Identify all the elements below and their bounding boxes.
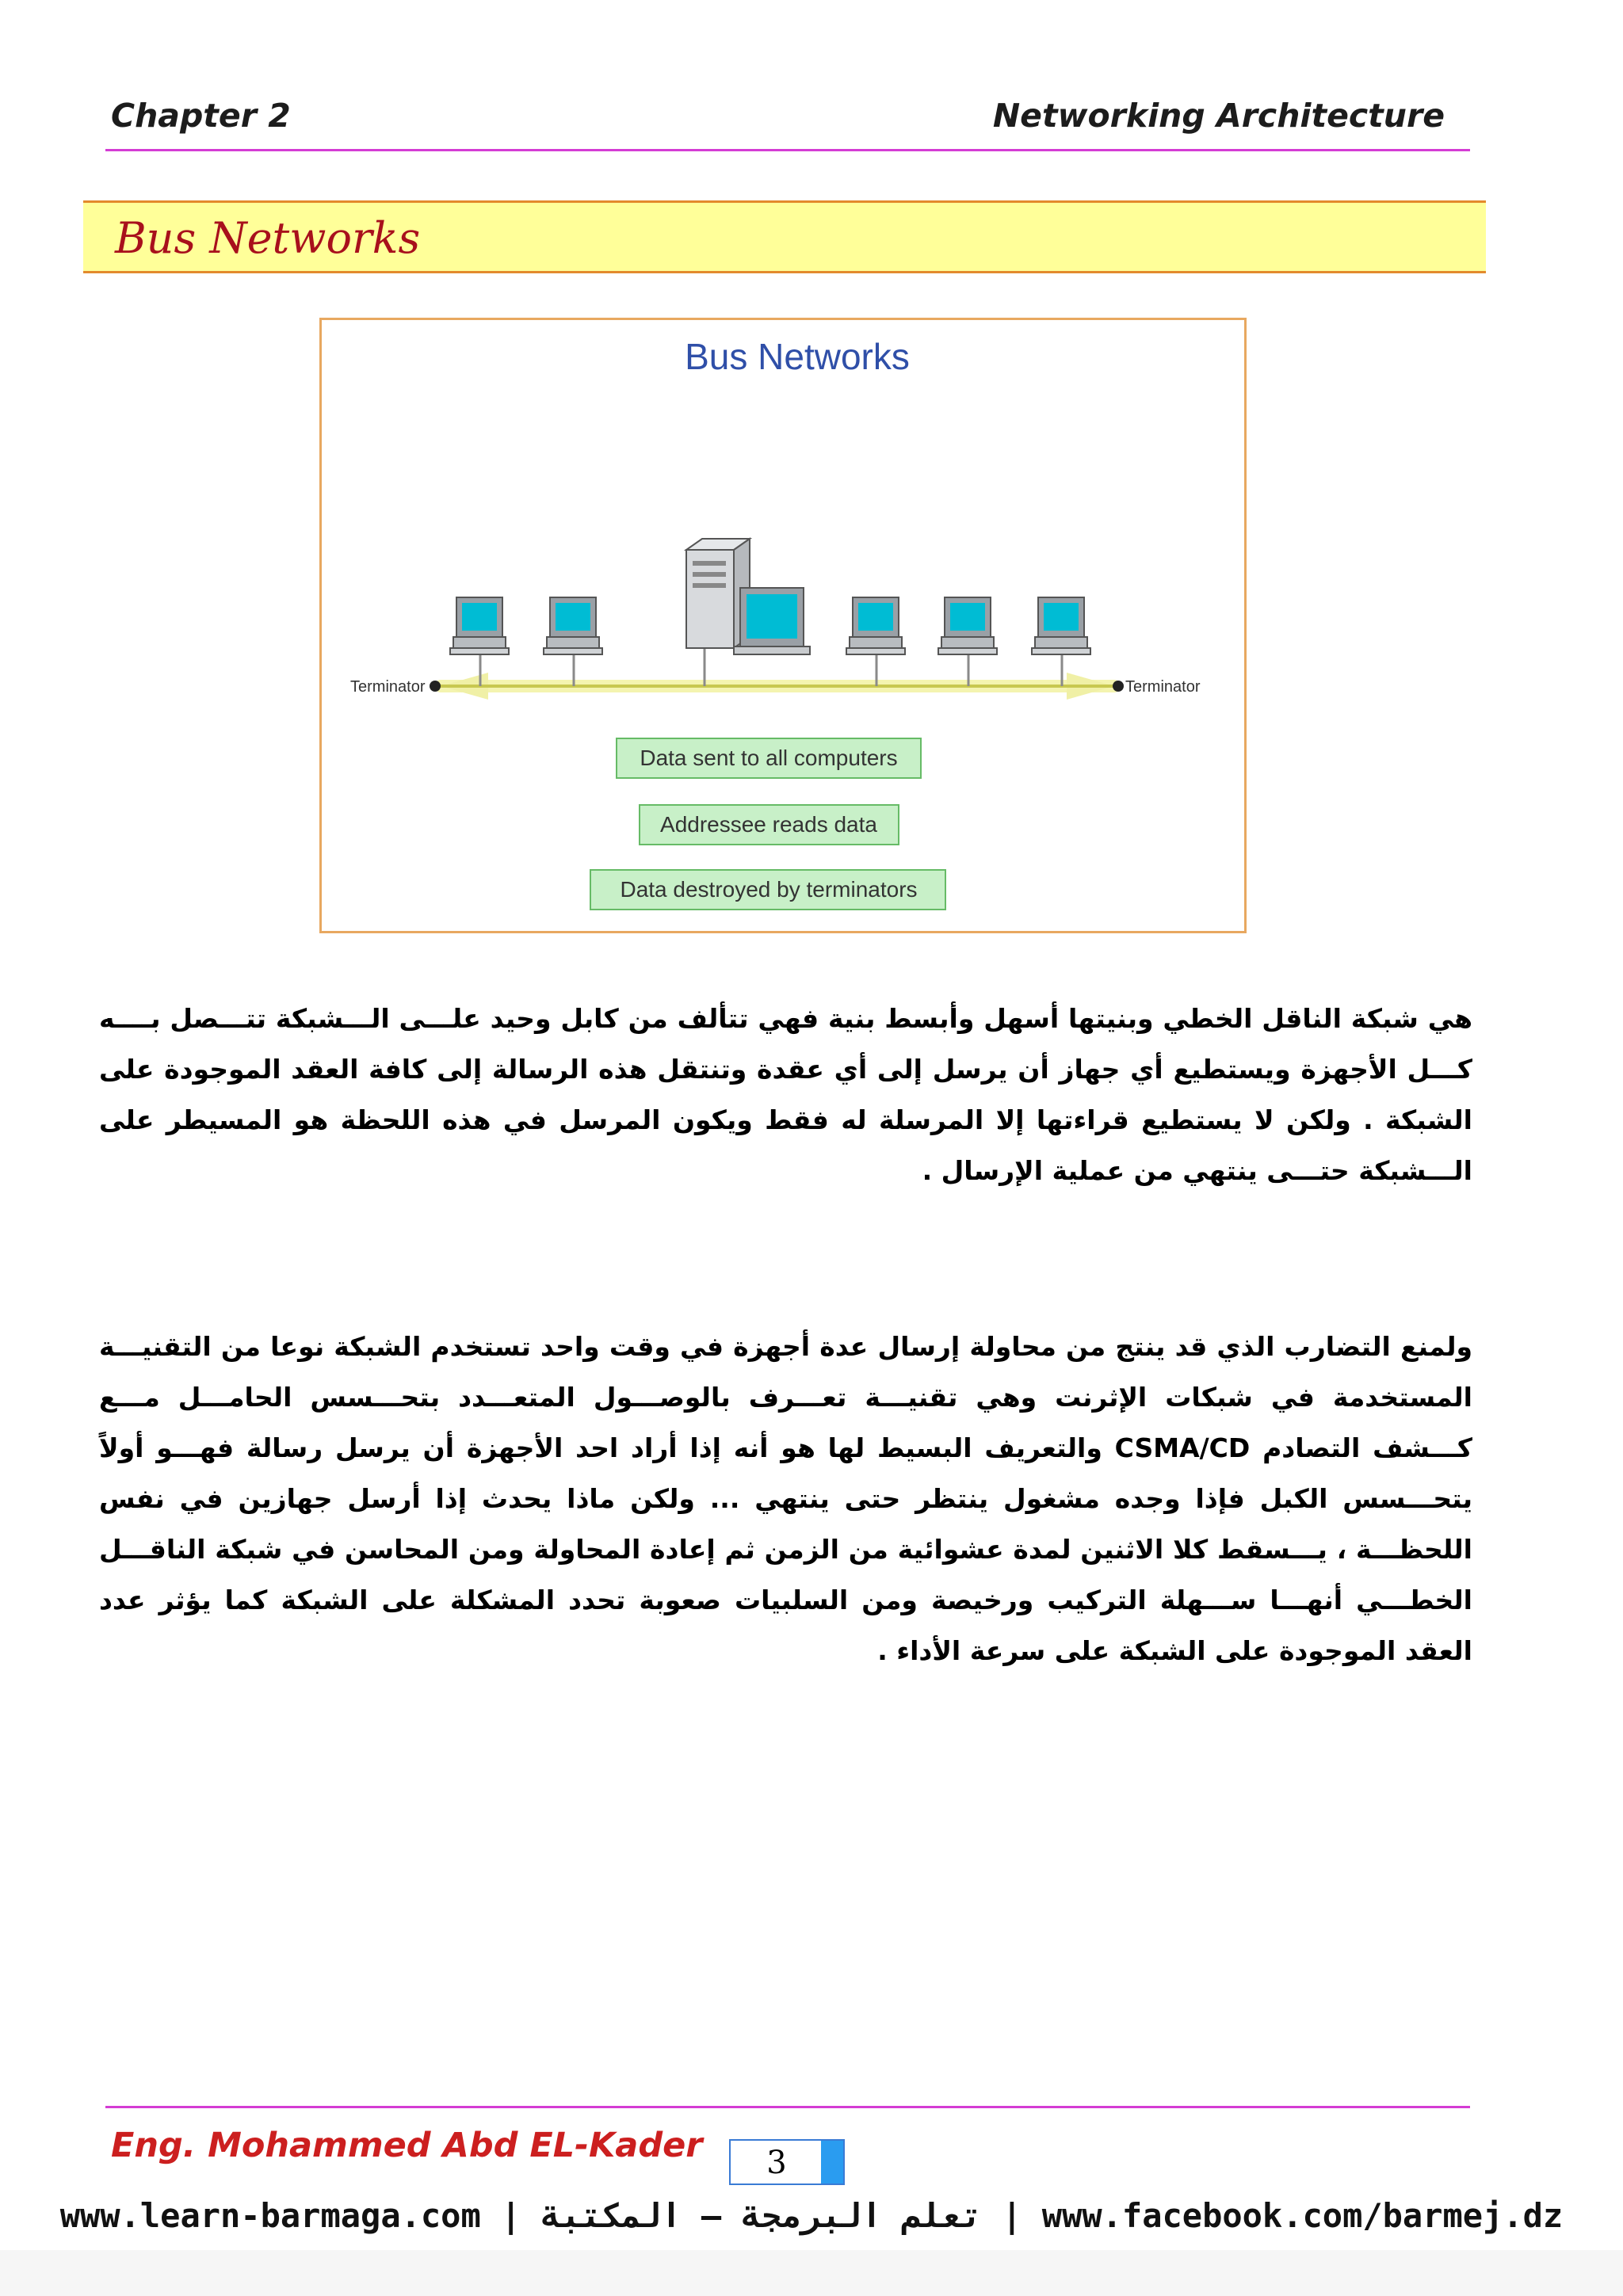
- section-banner: [83, 200, 1486, 273]
- terminator-right-label: Terminator: [1125, 678, 1201, 696]
- terminator-right-dot: [1113, 681, 1124, 692]
- page-number-box: [729, 2139, 845, 2185]
- server-icon: [686, 539, 810, 654]
- page-number-accent: [821, 2141, 843, 2183]
- header-divider: [105, 149, 1470, 151]
- step-text: Addressee reads data: [660, 812, 877, 837]
- workstation-icon: [544, 597, 602, 654]
- author-name: Eng. Mohammed Abd EL-Kader: [111, 2126, 703, 2165]
- terminator-left-label: Terminator: [350, 678, 426, 696]
- paragraph: ولمنع التضارب الذي قد ينتج من محاولة إرسال عدة أجهزة في وقت واحد تستخدم الشبكة نوعا من التقنيـــة المستخدمة في شبكات الإثرنت وهي تقنيـــة تعـــرف بالوصـــول المتعـــدد بتحـــسس الحامـــل مـــع كـــشف التصادم CSMA/CD والتعريف البسيط لها هو أنه إذا أراد احد الأجهزة أن يرسل رسالة فهـــو أولاً يتحـــسس الكبل فإذا وجده مشغول ينتظر حتى ينتهي ... ولكن ماذا يحدث إذا أرسل جهازين في نفس اللحظـــة ، يـــسقط كلا الاثنين لمدة عشوائية من الزمن ثم إعادة المحاولة ومن المحاسن في شبكة الناقـــل الخطـــي أنهـــا ســـهلة التركيب ورخيصة ومن السلبيات صعوبة تحدد المشكلة على الشبكة كما يؤثر عدد العقد الموجودة على الشبكة على سرعة الأداء .: [99, 1331, 1472, 1666]
- page-number: 3: [766, 2145, 787, 2181]
- workstation-icon: [1032, 597, 1090, 654]
- bus-network-figure: [319, 318, 1247, 933]
- terminator-left-dot: [430, 681, 441, 692]
- footer-links: www.learn-barmaga.com | تعلم البرمجة – المكتبة | www.facebook.com/barmej.dz: [59, 2196, 1564, 2235]
- figure-title: Bus Networks: [685, 336, 910, 377]
- workstation-icon: [938, 597, 997, 654]
- footer-band: [0, 2250, 1623, 2296]
- workstation-icon: [846, 597, 905, 654]
- chapter-title: Networking Architecture: [992, 97, 1445, 135]
- step-text: Data destroyed by terminators: [620, 877, 918, 902]
- section-title: Bus Networks: [115, 213, 421, 263]
- paragraph: هي شبكة الناقل الخطي وبنيتها أسهل وأبسط بنية فهي تتألف من كابل وحيد علـــى الـــشبكة تتـــصل بــــه كـــل الأجهزة ويستطيع أي جهاز أن يرسل إلى أي عقدة وتنتقل هذه الرسالة إلى كافة العقد الموجودة على الشبكة . ولكن لا يستطيع قراءتها إلا المرسلة له فقط ويكون المرسل في هذه اللحظة هو المسيطر على الـــشبكة حتـــى ينتهي من عملية الإرسال .: [99, 1003, 1472, 1186]
- footer-divider: [105, 2106, 1470, 2108]
- chapter-label: Chapter 2: [111, 97, 291, 135]
- workstation-icon: [450, 597, 509, 654]
- step-text: Data sent to all computers: [640, 746, 898, 770]
